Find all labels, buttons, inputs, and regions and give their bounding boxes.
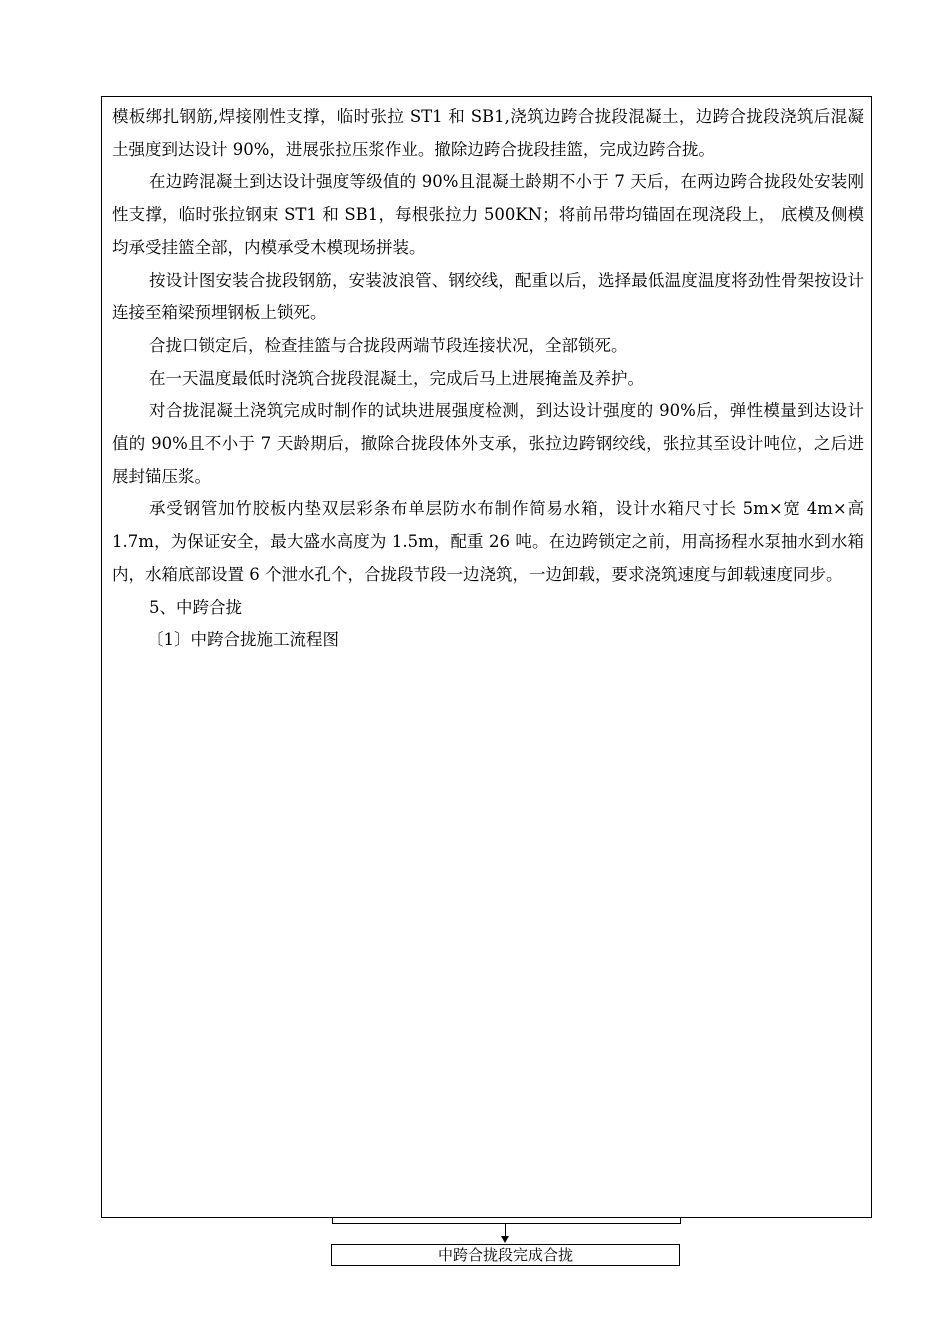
paragraph-2: 在边跨混凝土到达设计强度等级值的 90%且混凝土龄期不小于 7 天后，在两边跨合拢段处安装刚性支撑，临时张拉钢束 ST1 和 SB1，每根张拉力 500KN；将前吊带均锚固在现浇段上， 底模及侧模均承受挂篮全部，内模承受木模现场拼装。 xyxy=(112,172,864,257)
paragraph-5: 在一天温度最低时浇筑合拢段混凝土，完成后马上进展掩盖及养护。 xyxy=(149,368,644,388)
paragraph-4: 合拢口锁定后，检查挂篮与合拢段两端节段连接状况，全部锁死。 xyxy=(149,335,628,355)
flowchart-step-final: 中跨合拢段完成合拢 xyxy=(331,1244,680,1266)
paragraph-7: 承受钢管加竹胶板内垫双层彩条布单层防水布制作简易水箱，设计水箱尺寸长 5m×宽 4m×高 1.7m，为保证安全，最大盛水高度为 1.5m，配重 26 吨。在边跨锁定之前，用高扬程水泵抽水到水箱内，水箱底部设置 6 个泄水孔个，合拢段节段一边浇筑，一边卸载，要求浇筑速度与卸载速度同步。 xyxy=(112,499,864,584)
flowchart-arrow-head xyxy=(501,1236,509,1243)
paragraph-3: 按设计图安装合拢段钢筋，安装波浪管、钢绞线，配重以后，选择最低温度温度将劲性骨架按设计连接至箱梁预埋钢板上锁死。 xyxy=(112,270,864,323)
subsection-heading: 〔1〕中跨合拢施工流程图 xyxy=(147,630,339,650)
section-heading: 5、中跨合拢 xyxy=(149,597,242,617)
paragraph-1: 模板绑扎钢筋,焊接刚性支撑，临时张拉 ST1 和 SB1,浇筑边跨合拢段混凝土，边跨合拢段浇筑后混凝土强度到达设计 90%，进展张拉压浆作业。撤除边跨合拢段挂篮，完成边跨合拢。 xyxy=(112,107,864,159)
document-frame xyxy=(101,96,872,1218)
document-content xyxy=(112,101,864,657)
paragraph-6: 对合拢混凝土浇筑完成时制作的试块进展强度检测，到达设计强度的 90%后，弹性模量到达设计值的 90%且不小于 7 天龄期后，撤除合拢段体外支承，张拉边跨钢绞线，张拉其至设计吨位，之后进展封锚压浆。 xyxy=(112,401,864,486)
